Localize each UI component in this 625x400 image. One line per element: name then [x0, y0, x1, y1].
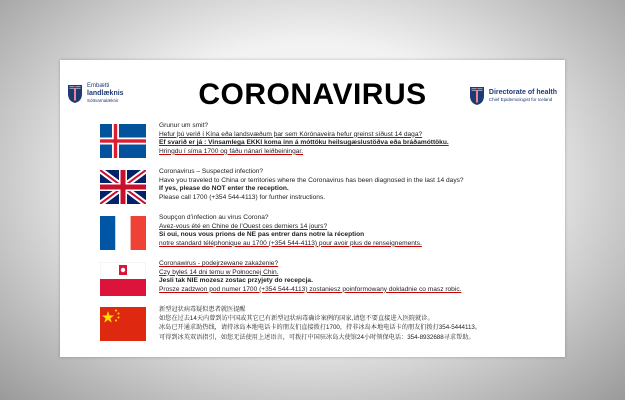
- message-row-english: [100, 168, 560, 204]
- message-row-chinese: [100, 305, 560, 342]
- message-row-polish: [100, 260, 560, 296]
- text-line: If yes, please do NOT enter the reception.: [159, 185, 289, 193]
- page-title: CORONAVIRUS: [198, 78, 427, 111]
- iceland-crest-icon: [468, 84, 486, 106]
- text-line: Avez-vous été en Chine de l’Ouest ces derniers 14 jours?: [159, 222, 328, 230]
- text-line: Hefur þú verið í Kína eða landsvæðum þar sem Kórónaveira hefur greinst síðust 14 daga?: [159, 130, 423, 138]
- logo-left-line3: Sóttvarnalæknir: [87, 97, 119, 103]
- france-flag-icon: [100, 216, 146, 250]
- chinese-text-block: [159, 305, 481, 342]
- icelandic-text-block: [159, 122, 449, 158]
- text-line: Grunur um smit?: [159, 122, 209, 129]
- polish-text-block: [159, 260, 461, 296]
- text-line: Ef svarið er já : Vinsamlega EKKI koma inn á móttöku heilsugæslustöðva eða bráðamóttöku.: [159, 139, 449, 147]
- text-line: 冰岛已开通求助热线，请持冰岛本地电话卡的朋友们直接拨打1700，持非冰岛本地电话卡的朋友们拨打354-5444113。: [159, 324, 482, 332]
- text-line: Coronavirus – Suspected infection?: [159, 168, 264, 175]
- text-line: Prosze zadzwon pod numer 1700 (+354 544-4113) zostaniesz poinformowany dokladnie co masz robic.: [159, 285, 462, 293]
- logo-left-line1: Embætti: [87, 82, 110, 89]
- text-line: Si oui, nous vous prions de NE pas entrer dans notre la réception: [159, 231, 365, 239]
- message-row-icelandic: [100, 122, 560, 158]
- logo-left-line2: landlæknis: [87, 89, 124, 97]
- english-text-block: [159, 168, 464, 204]
- text-line: Hringdu í síma 1700 og fáðu nánari leiðbeiningar.: [159, 147, 304, 155]
- poland-flag-icon: [100, 262, 146, 296]
- text-line: 如您在过去14天内曾到访中国或其它已有新型冠状病毒确诊案例的国家,请您不要直接进入医院就诊。: [159, 315, 434, 323]
- text-line: Coronawirus - podejrzewane zakażenie?: [159, 260, 279, 267]
- text-line: Soupçon d’infection au virus Corona?: [159, 214, 269, 221]
- uk-flag-icon: [100, 170, 146, 204]
- text-line: Jesli tak NIE mozesz zostac przyjety do recepcja.: [159, 277, 313, 285]
- china-flag-icon: [100, 307, 146, 341]
- iceland-flag-icon: [100, 124, 146, 158]
- logo-right-line2: Chief Epidemiologist for Iceland: [488, 96, 553, 102]
- text-line: Please call 1700 (+354 544-4113) for further instructions.: [159, 193, 326, 201]
- poster: [60, 60, 565, 357]
- text-line: 可得到冰英双语指引，如您无法使用上述语言，可拨打中国驻冰岛大使馆24小时领保电话：354-8932688寻求帮助。: [159, 333, 475, 341]
- text-line: Have you traveled to China or territories where the Coronavirus has been diagnosed in the last 14 days?: [159, 176, 464, 184]
- text-line: notre standard téléphonique au 1700 (+354 544-4113) pour avoir plus de renseignements.: [159, 239, 422, 247]
- directorate-logo: [468, 84, 557, 106]
- logo-right-line1: Directorate of health: [488, 88, 557, 96]
- message-row-french: [100, 214, 560, 250]
- text-line: 新型冠状病毒疑似患者就医提醒: [159, 306, 246, 313]
- text-line: Czy byłeś 14 dni temu w Połnocnej Chin.: [159, 268, 279, 276]
- french-text-block: [159, 214, 422, 250]
